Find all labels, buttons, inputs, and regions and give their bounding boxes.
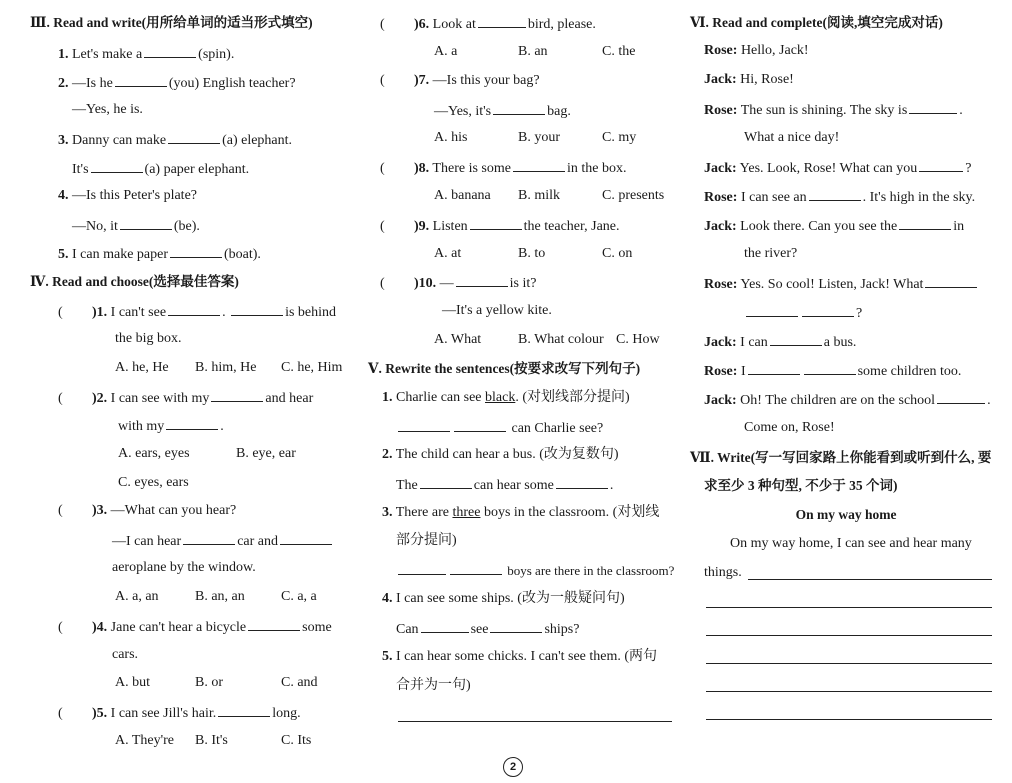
answer-blank[interactable] <box>925 274 977 288</box>
writing-heading: On my way home <box>795 507 897 522</box>
answer-blank[interactable] <box>556 475 608 489</box>
writing-things: things. <box>704 565 742 580</box>
answer-blank[interactable] <box>513 158 565 172</box>
option-c[interactable]: C. eyes, ears <box>118 475 189 490</box>
sec4-question-3: ( )3. —What can you hear? <box>58 503 237 518</box>
option-b[interactable]: B. your <box>518 130 560 145</box>
answer-blank[interactable] <box>804 361 856 375</box>
answer-paren[interactable]: ( <box>58 503 63 518</box>
answer-blank[interactable] <box>398 561 446 575</box>
dialogue-line-6: Rose: I can see an . It's high in the sky. <box>704 187 1002 205</box>
dialogue-line-4: What a nice day! <box>744 130 840 145</box>
writing-line-5[interactable] <box>706 691 992 692</box>
writing-line-6[interactable] <box>706 719 992 720</box>
sec5-question-1-answer: can Charlie see? <box>396 418 686 436</box>
sec4-question-4-options <box>115 674 360 692</box>
option-b[interactable]: B. What colour <box>518 332 604 347</box>
answer-blank[interactable] <box>456 273 508 287</box>
sec5-question-3-answer: boys are there in the classroom? <box>396 561 686 579</box>
answer-blank[interactable] <box>120 216 172 230</box>
sec4-question-8: ( )8. There is some in the box. <box>380 158 686 176</box>
answer-blank[interactable] <box>478 14 526 28</box>
sec5-question-5-line2: 合并为一句) <box>396 678 471 693</box>
option-b[interactable]: B. an, an <box>195 589 245 604</box>
sec3-question-2: 2. —Is he (you) English teacher? <box>58 73 360 91</box>
answer-blank[interactable] <box>937 390 985 404</box>
answer-blank[interactable] <box>144 44 196 58</box>
sec3-question-4: 4. —Is this Peter's plate? <box>58 188 197 203</box>
option-b[interactable]: B. eye, ear <box>236 446 296 461</box>
writing-line-2[interactable] <box>706 607 992 608</box>
answer-blank[interactable] <box>183 531 235 545</box>
dialogue-line-14: Come on, Rose! <box>744 420 835 435</box>
answer-paren[interactable]: ( <box>58 620 63 635</box>
dialogue-line-5: Jack: Yes. Look, Rose! What can you ? <box>704 158 1002 176</box>
sec4-question-2: ( )2. I can see with my and hear <box>58 388 360 406</box>
option-c[interactable]: C. and <box>281 675 318 690</box>
answer-blank[interactable] <box>770 332 822 346</box>
section-4-title: Ⅳ. Read and choose(选择最佳答案) <box>30 274 239 289</box>
page-number: 2 <box>503 757 523 777</box>
sec3-question-4-answer: —No, it (be). <box>72 216 360 234</box>
option-b[interactable]: B. milk <box>518 188 561 203</box>
sec4-question-9-options <box>434 245 686 263</box>
option-c[interactable]: C. a, a <box>281 589 317 604</box>
sec4-question-3-options <box>115 588 360 606</box>
sec4-question-9: ( )9. Listen the teacher, Jane. <box>380 216 686 234</box>
dialogue-line-10: ? <box>744 303 1002 321</box>
dialogue-line-2: Jack: Hi, Rose! <box>704 72 794 87</box>
answer-paren[interactable]: ( <box>58 391 63 406</box>
answer-blank[interactable] <box>746 303 798 317</box>
writing-line-1[interactable] <box>748 579 992 580</box>
answer-blank[interactable] <box>211 388 263 402</box>
answer-blank[interactable] <box>218 703 270 717</box>
answer-paren[interactable]: ( <box>380 73 385 88</box>
answer-blank[interactable] <box>91 159 143 173</box>
dialogue-line-11: Jack: I can a bus. <box>704 332 1002 350</box>
sec4-question-1-options <box>115 359 360 377</box>
option-a[interactable]: A. banana <box>434 188 491 203</box>
option-a[interactable]: A. he, He <box>115 360 169 375</box>
section-7-title-line2: 求至少 3 种句型, 不少于 35 个词) <box>704 478 898 493</box>
sec4-question-2-options-2 <box>118 474 360 492</box>
sec5-question-1: 1. Charlie can see black. (对划线部分提问) <box>382 390 630 405</box>
option-b[interactable]: B. It's <box>195 733 228 748</box>
dialogue-line-7: Jack: Look there. Can you see the in <box>704 216 1002 234</box>
answer-blank[interactable] <box>231 302 283 316</box>
column-right <box>690 0 1002 783</box>
sec3-question-5: 5. I can make paper (boat). <box>58 244 360 262</box>
option-b[interactable]: B. an <box>518 44 548 59</box>
option-c[interactable]: C. the <box>602 44 636 59</box>
answer-blank[interactable] <box>280 531 332 545</box>
option-c[interactable]: C. my <box>602 130 637 145</box>
sec4-question-3-line3: aeroplane by the window. <box>112 560 256 575</box>
answer-blank[interactable] <box>748 361 800 375</box>
sec3-question-1: 1. Let's make a (spin). <box>58 44 360 62</box>
sec4-question-6-options <box>434 43 686 61</box>
dialogue-line-13: Jack: Oh! The children are on the school . <box>704 390 1002 408</box>
answer-blank[interactable] <box>490 619 542 633</box>
answer-blank[interactable] <box>168 130 220 144</box>
answer-blank[interactable] <box>170 244 222 258</box>
option-a[interactable]: A. They're <box>115 733 175 748</box>
sec4-question-6: ( )6. Look at bird, please. <box>380 14 686 32</box>
sec4-question-10-options <box>434 331 686 349</box>
sec4-question-10: ( )10. — is it? <box>380 273 686 291</box>
dialogue-line-12: Rose: I some children too. <box>704 361 1002 379</box>
sec4-question-8-options <box>434 187 686 205</box>
column-left <box>30 0 360 783</box>
sec5-question-2-answer: The can hear some . <box>396 475 686 493</box>
sec5-question-4: 4. I can see some ships. (改为一般疑问句) <box>382 591 625 606</box>
option-c[interactable]: C. How <box>616 332 660 347</box>
answer-paren[interactable]: ( <box>380 219 385 234</box>
sec3-question-3-line2: It's (a) paper elephant. <box>72 159 360 177</box>
section-6-title: Ⅵ. Read and complete(阅读,填空完成对话) <box>690 15 943 30</box>
answer-blank[interactable] <box>470 216 522 230</box>
answer-paren[interactable]: ( <box>58 706 63 721</box>
sec4-question-5: ( )5. I can see Jill's hair. long. <box>58 703 360 721</box>
option-a[interactable]: A. a <box>434 44 458 59</box>
sec4-question-10-line2: —It's a yellow kite. <box>442 303 552 318</box>
answer-blank[interactable] <box>919 158 963 172</box>
answer-blank[interactable] <box>493 101 545 115</box>
sec4-question-1-line2: the big box. <box>115 331 182 346</box>
answer-blank[interactable] <box>421 619 469 633</box>
sec3-question-2-answer: —Yes, he is. <box>72 102 143 117</box>
answer-blank[interactable] <box>450 561 502 575</box>
option-a[interactable]: A. a, an <box>115 589 159 604</box>
sec5-question-5-answer-line[interactable] <box>398 721 672 722</box>
sec4-question-1: ( )1. I can't see . is behind <box>58 302 360 320</box>
answer-blank[interactable] <box>115 73 167 87</box>
answer-paren[interactable]: ( <box>380 17 385 32</box>
sec5-question-5: 5. I can hear some chicks. I can't see them. (两句 <box>382 649 658 664</box>
writing-line-4[interactable] <box>706 663 992 664</box>
answer-blank[interactable] <box>899 216 951 230</box>
option-b[interactable]: B. or <box>195 675 223 690</box>
dialogue-line-3: Rose: The sun is shining. The sky is . <box>704 100 1002 118</box>
answer-blank[interactable] <box>809 187 861 201</box>
sec4-question-4-line2: cars. <box>112 647 139 662</box>
answer-blank[interactable] <box>166 416 218 430</box>
sec4-question-3-line2: —I can hear car and <box>112 531 360 549</box>
option-c[interactable]: C. presents <box>602 188 665 203</box>
answer-paren[interactable]: ( <box>380 276 385 291</box>
column-middle <box>368 0 686 783</box>
sec4-question-5-options <box>115 732 360 750</box>
dialogue-line-1: Rose: Hello, Jack! <box>704 43 809 58</box>
option-a[interactable]: A. but <box>115 675 150 690</box>
answer-blank[interactable] <box>168 302 220 316</box>
answer-blank[interactable] <box>420 475 472 489</box>
option-a[interactable]: A. at <box>434 246 462 261</box>
option-a[interactable]: A. his <box>434 130 468 145</box>
sec4-question-2-options-1 <box>118 445 360 463</box>
option-b[interactable]: B. to <box>518 246 546 261</box>
sec4-question-7-options <box>434 129 686 147</box>
answer-blank[interactable] <box>398 418 450 432</box>
sec3-question-3: 3. Danny can make (a) elephant. <box>58 130 360 148</box>
sec5-question-3-line2: 部分提问) <box>396 533 457 548</box>
sec4-question-4: ( )4. Jane can't hear a bicycle some <box>58 617 360 635</box>
answer-blank[interactable] <box>454 418 506 432</box>
option-a[interactable]: A. ears, eyes <box>118 446 190 461</box>
sec4-question-7: ( )7. —Is this your bag? <box>380 73 540 88</box>
answer-blank[interactable] <box>248 617 300 631</box>
option-c[interactable]: C. he, Him <box>281 360 343 375</box>
answer-blank[interactable] <box>909 100 957 114</box>
section-5-title: Ⅴ. Rewrite the sentences(按要求改写下列句子) <box>368 361 641 376</box>
sec4-question-7-line2: —Yes, it's bag. <box>434 101 686 119</box>
sec5-question-2: 2. The child can hear a bus. (改为复数句) <box>382 447 619 462</box>
answer-blank[interactable] <box>802 303 854 317</box>
option-c[interactable]: C. on <box>602 246 633 261</box>
writing-line-3[interactable] <box>706 635 992 636</box>
dialogue-line-8: the river? <box>744 246 798 261</box>
option-b[interactable]: B. him, He <box>195 360 257 375</box>
answer-paren[interactable]: ( <box>58 305 63 320</box>
section-3-title: Ⅲ. Read and write(用所给单词的适当形式填空) <box>30 15 313 30</box>
dialogue-line-9: Rose: Yes. So cool! Listen, Jack! What <box>704 274 1002 292</box>
option-a[interactable]: A. What <box>434 332 482 347</box>
sec4-question-2-line2: with my . <box>118 416 360 434</box>
sec5-question-4-answer: Can see ships? <box>396 619 686 637</box>
section-7-title: Ⅶ. Write(写一写回家路上你能看到或听到什么, 要 <box>690 450 992 465</box>
answer-paren[interactable]: ( <box>380 161 385 176</box>
sec5-question-3: 3. There are three boys in the classroom. (对划线 <box>382 505 660 520</box>
writing-start: On my way home, I can see and hear many <box>730 536 972 551</box>
option-c[interactable]: C. Its <box>281 733 312 748</box>
